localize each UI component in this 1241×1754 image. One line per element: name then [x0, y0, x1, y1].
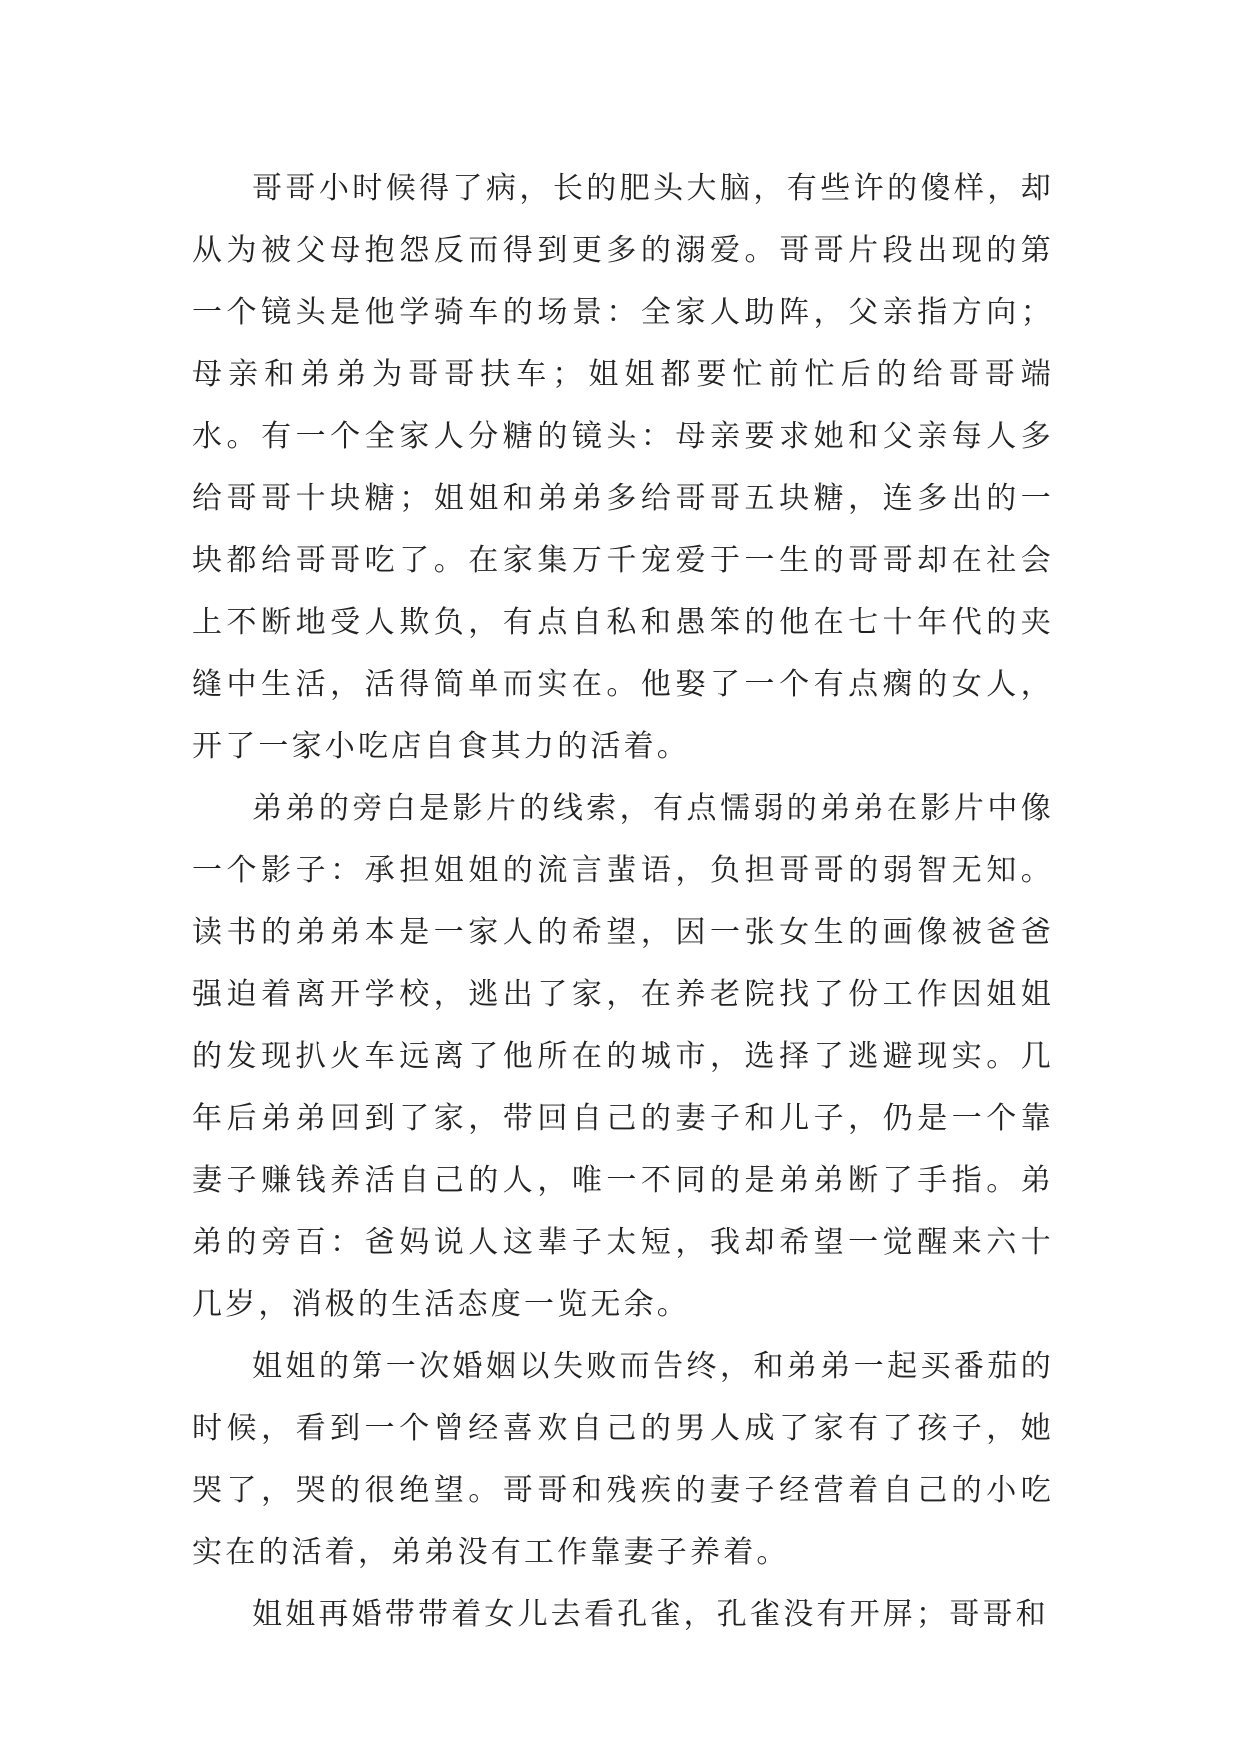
document-page	[192, 158, 1054, 1646]
paragraph-4: 姐姐再婚带带着女儿去看孔雀，孔雀没有开屏；哥哥和	[252, 1597, 1049, 1632]
paragraph-1: 哥哥小时候得了病，长的肥头大脑，有些许的傻样，却从为被父母抱怨反而得到更多的溺爱。哥哥片段出现的第一个镜头是他学骑车的场景：全家人助阵，父亲指方向；母亲和弟弟为哥哥扶车；姐姐都要忙前忙后的给哥哥端水。有一个全家人分糖的镜头：母亲要求她和父亲每人多给哥哥十块糖；姐姐和弟弟多给哥哥五块糖，连多出的一块都给哥哥吃了。在家集万千宠爱于一生的哥哥却在社会上不断地受人欺负，有点自私和愚笨的他在七十年代的夹缝中生活，活得简单而实在。他娶了一个有点瘸的女人，开了一家小吃店自食其力的活着。	[192, 171, 1054, 764]
paragraph-2: 弟弟的旁白是影片的线索，有点懦弱的弟弟在影片中像一个影子：承担姐姐的流言蜚语，负担哥哥的弱智无知。读书的弟弟本是一家人的希望，因一张女生的画像被爸爸强迫着离开学校，逃出了家，在养老院找了份工作因姐姐的发现扒火车远离了他所在的城市，选择了逃避现实。几年后弟弟回到了家，带回自己的妻子和儿子，仍是一个靠妻子赚钱养活自己的人，唯一不同的是弟弟断了手指。弟弟的旁百：爸妈说人这辈子太短，我却希望一觉醒来六十几岁，消极的生活态度一览无余。	[192, 791, 1054, 1322]
paragraph-3: 姐姐的第一次婚姻以失败而告终，和弟弟一起买番茄的时候，看到一个曾经喜欢自己的男人成了家有了孩子，她哭了，哭的很绝望。哥哥和残疾的妻子经营着自己的小吃实在的活着，弟弟没有工作靠妻子养着。	[192, 1349, 1054, 1570]
